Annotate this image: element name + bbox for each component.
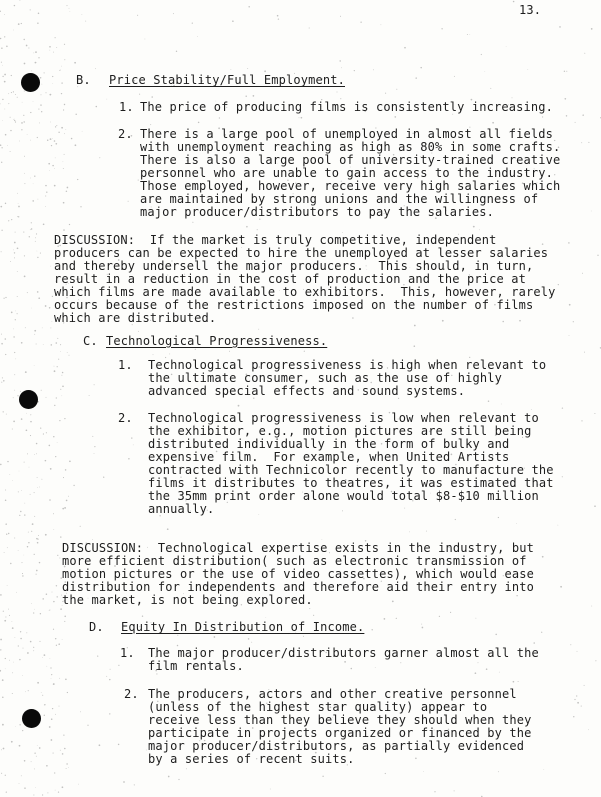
item-line: by a series of recent suits. <box>148 752 355 766</box>
item-number: 2. <box>118 127 133 141</box>
discussion-line: DISCUSSION: Technological expertise exists in the industry, but <box>62 541 534 555</box>
discussion-line: the market, is not being explored. <box>62 593 313 607</box>
section-letter: C. <box>83 334 98 348</box>
item-line: the 35mm print order alone would total $8-$10 million <box>148 489 539 503</box>
item-line: There is also a large pool of university-trained creative <box>140 153 561 167</box>
discussion-line: distribution for independents and therefore aid their entry into <box>62 580 534 594</box>
item-number: 1. <box>120 646 135 660</box>
discussion-line: occurs because of the restrictions imposed on the number of films <box>54 298 534 312</box>
item-line: Technological progressiveness is high when relevant to <box>148 358 547 372</box>
item-line: receive less than they believe they should when they <box>148 713 532 727</box>
item-line: are maintained by strong unions and the willingness of <box>140 192 539 206</box>
discussion-line: and thereby undersell the major producers. This should, in turn, <box>54 259 534 273</box>
item-line: expensive film. For example, when United Artists <box>148 450 510 464</box>
item-line: The price of producing films is consistently increasing. <box>140 100 553 114</box>
item-line: advanced special effects and sound systems. <box>148 384 466 398</box>
discussion-line: more efficient distribution( such as electronic transmission of <box>62 554 527 568</box>
item-line: Technological progressiveness is low when relevant to <box>148 411 539 425</box>
item-number: 2. <box>124 687 139 701</box>
item-line: the exhibitor, e.g., motion pictures are still being <box>148 424 532 438</box>
section-letter: D. <box>89 620 104 634</box>
item-line: with unemployment reaching as high as 80% in some crafts. <box>140 140 561 154</box>
item-line: participate in projects organized or financed by the <box>148 726 532 740</box>
item-number: 2. <box>118 411 133 425</box>
punch-hole <box>22 709 41 728</box>
item-line: The major producer/distributors garner almost all the <box>148 646 539 660</box>
item-line: annually. <box>148 502 215 516</box>
punch-hole <box>21 73 40 92</box>
item-number: 1. <box>119 100 134 114</box>
item-line: The producers, actors and other creative personnel <box>148 687 517 701</box>
item-line: contracted with Technicolor recently to manufacture the <box>148 463 554 477</box>
item-line: major producer/distributors, as partially evidenced <box>148 739 525 753</box>
item-line: films it distributes to theatres, it was estimated that <box>148 476 554 490</box>
item-line: the ultimate consumer, such as the use of highly <box>148 371 502 385</box>
section-heading: Equity In Distribution of Income. <box>121 620 365 634</box>
item-number: 1. <box>118 358 133 372</box>
item-line: There is a large pool of unemployed in almost all fields <box>140 127 553 141</box>
item-line: Those employed, however, receive very high salaries which <box>140 179 561 193</box>
item-line: (unless of the highest star quality) appear to <box>148 700 488 714</box>
section-letter: B. <box>76 73 91 87</box>
section-heading: Price Stability/Full Employment. <box>109 73 345 87</box>
discussion-line: motion pictures or the use of video cassettes), which would ease <box>62 567 534 581</box>
item-line: major producer/distributors to pay the salaries. <box>140 205 494 219</box>
discussion-line: which films are made available to exhibitors. This, however, rarely <box>54 285 556 299</box>
page-number: 13. <box>519 3 542 17</box>
item-line: film rentals. <box>148 659 244 673</box>
item-line: personnel who are unable to gain access to the industry. <box>140 166 553 180</box>
punch-hole <box>19 390 38 409</box>
discussion-line: producers can be expected to hire the unemployed at lesser salaries <box>54 246 549 260</box>
item-line: distributed individually in the form of bulky and <box>148 437 510 451</box>
discussion-line: which are distributed. <box>54 311 217 325</box>
section-heading: Technological Progressiveness. <box>106 334 328 348</box>
discussion-line: result in a reduction in the cost of production and the price at <box>54 272 526 286</box>
discussion-line: DISCUSSION: If the market is truly competitive, independent <box>54 233 497 247</box>
